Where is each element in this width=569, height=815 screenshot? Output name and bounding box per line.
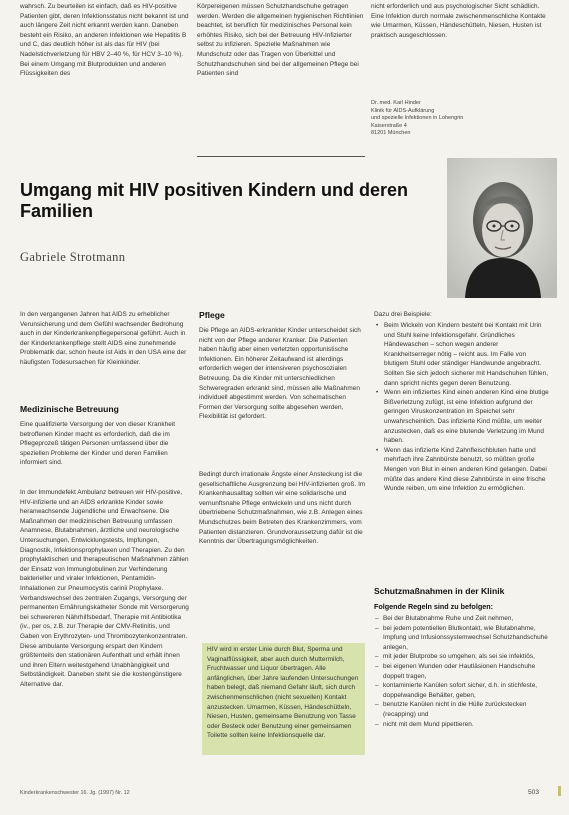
author-photo [447,158,557,298]
list-item: – kontaminierte Kanülen sofort sicher, d.h. in stichfeste, doppelwandige Behälter, geben, [383,681,550,700]
note-line: Dr. med. Karl Hinder [371,100,421,106]
section-heading-protection: Schutzmaßnahmen in der Klinik [374,586,505,596]
list-item: • Wenn ein infiziertes Kind einen anderen Kind eine blutige Bißverletzung zufügt, ist eine Infektion aufgrund der geringen Viruskonzentration im Speichel sehr unwahrscheinlich. Das infizierte Kind müßte, um weiter anzustecken, daß es eine blutende Verletzung im Mund haben. [384,388,550,446]
examples-list [374,321,550,494]
list-item: – nicht mit dem Mund pipettieren. [383,720,550,730]
note-line: und spezielle Infektionen in Lohengrin [371,115,464,121]
list-item: – Bei der Blutabnahme Ruhe und Zeit nehmen, [383,614,550,624]
top-paragraph-2: Körpereigenen müssen Schutzhandschuhe getragen werden. Werden die allgemeinen hygienischen Richtlinien beachtet, ist beruflich für medizinisches Personal kein erhöhtes Risiko, sich bei der Betreuung HIV-Infizierter selbst zu infizieren. Spezielle Maßnahmen wie Mundschutz oder das Tragen von Überkittel und Schutzhandschuhen sind bei der allgemeinen Pflege bei Patienten sind [197,3,364,78]
section-heading-care: Pflege [199,310,225,320]
care-paragraph-1: Die Pflege an AIDS-erkrankter Kinder unterscheidet sich nicht von der Pflege anderer Kranker. Die Patienten haben häufig aber einen verletzten opportunistische Infektionen. Ein höherer Zeitaufwand ist allerdings erforderlich wegen der intensiveren psychosozialen Betreuung. Da die Kinder mit unterschiedlichen Schweregraden erkrankt sind, müssen alle Maßnahmen individuell abgestimmt werden. Von schematischen Formen der Versorgung sollte abgesehen werden, Flexibilität ist gefordert. [199,327,361,421]
note-line: Klinik für AIDS-Aufklärung [371,107,435,114]
intro-paragraph: In den vergangenen Jahren hat AIDS zu erheblicher Verunsicherung und dem Gefühl wachsender Bedrohung auch in der Kinderkrankenpflegepersonal geführt. Auch in der Kinderkrankenpflege stellt AIDS eine zunehmende Problematik dar, schon heute ist Aids in den USA eine der häufigsten Todesursachen für Kleinkinder. [20,311,187,366]
list-item: – benutzte Kanülen nicht in die Hülle zurückstecken (recapping) und [383,700,550,719]
article-title: Umgang mit HIV positiven Kindern und deren Familien [20,180,409,221]
top-column-2 [197,2,365,79]
medical-paragraph-1: Eine qualifizierte Versorgung der von dieser Krankheit betroffenen Kinder macht es erforderlich, daß die im Pflegeprozeß tätigen Personen umfassend über die speziellen Probleme der Kinder und deren Familien informiert sind. [20,421,176,467]
examples-list-wrap [374,321,550,494]
note-line: Kaiserstraße 4 [371,122,407,129]
edge-marker [558,786,561,796]
examples-intro: Dazu drei Beispiele: [374,311,432,318]
rules-list [374,614,550,729]
divider-rule [197,156,365,157]
top-paragraph-3: nicht erforderlich und aus psychologischer Sicht schädlich. Eine Infektion durch normale zwischenmenschliche Kontakte wie Umarmen, Küssen, Händeschütteln, Niesen, Husten ist praktisch ausgeschlossen. [371,3,546,39]
rules-subheading: Folgende Regeln sind zu befolgen: [374,602,493,611]
list-item: – mit jeder Blutprobe so umgehen, als sei sie infektiös, [383,652,550,662]
author-address-note [371,100,521,138]
transmission-info-box [202,643,365,755]
top-paragraph-1: wahrsch. Zu beurteilen ist einfach, daß es HIV-positive Patienten gibt, deren Infektionsstatus nicht bekannt ist und auch längere Zeit nicht erkannt werden kann. Daneben besteht ein Risiko, an anderen Infektionen wie Hepatitis B und C, das deutlich höher ist als das für HIV (bei Nadelstichverletzung für HBV 2–40 %, für HCV 3–10 %). Bei einem Umgang mit Blutprodukten und anderen Flüssigkeiten des [20,3,189,78]
care-paragraph-2: Bedingt durch irrationale Ängste einer Ansteckung ist die gesellschaftliche Ausgrenzung bei HIV-infizierten groß. Im Krankenhausalltag sollten wir eine solidarische und vernunftsnahe Pflege entwickeln und uns nicht durch übertriebene Schutzmaßnahmen, wie z.B. Anlegen eines Mundschutzes beim Betreten des Krankenzimmers, vom Patienten distanzieren. Grundvoraussetzung dafür ist die Kenntnis der Übertragungsmöglichkeiten. [199,471,366,546]
transmission-info-text: HIV wird in erster Linie durch Blut, Sperma und Vaginalflüssigkeit, aber auch durch Muttermilch, Fruchtwasser und Liquor übertragen. Alle anfänglichen, über Jahre laufenden Untersuchungen haben belegt, daß niemand Gefahr läuft, sich durch zwischenmenschlichen (nicht sexuellen) Kontakt anzustecken. Umarmen, Küssen, Händeschütteln, Niesen, Husten, gemeinsame Benutzung von Tasse oder Besteck oder Benutzung einer gemeinsamen Toilette sollten keine Infektionsquelle dar. [207,646,359,740]
rules-list-wrap [374,614,550,729]
article-author: Gabriele Strotmann [20,250,126,264]
list-item: • Wenn das infizierte Kind Zahnfleischbluten hatte und mehrfach ihre Zahnbürste benutzt, so müßten große Mengen von Blut in einen anderen Kind gelangen. Dabei müßte das andere Kind diese Zahnbürste in eine frische Wunde reiben, um eine Infektion zu ermöglichen. [384,446,550,494]
top-column-3 [371,2,547,40]
page-number: 503 [528,789,540,796]
list-item: – bei eigenen Wunden oder Hautläsionen Handschuhe doppelt tragen, [383,662,550,681]
list-item: • Beim Wickeln von Kindern besteht bei Kontakt mit Urin und Stuhl keine Infektionsgefahr. Gründliches Händewaschen – schon wegen anderer Krankheitserreger nötig – reicht aus. Im Falle von blutigem Stuhl oder ständiger Handwunde angebracht. Sollten Sie sich jedoch sicherer mit Handschuhen fühlen, dann spricht nichts gegen deren Benutzung. [384,321,550,388]
note-line: 81201 München [371,130,411,136]
medical-paragraph-2: In der Immundefekt Ambulanz betreuen wir HIV-positive, HIV-infizierte und an AIDS erkrankte Kinder sowie heranwachsende Jugendliche und Erwachsene. Die Maßnahmen der medizinischen Betreuung umfassen Anamnese, Blutabnahmen, ärztliche und neurologische Untersuchungen, Entwicklungstests, Impfungen, Diagnostik, Infektionsprophylaxen und Therapien. Zu den prophylaktischen und therapeutischen Maßnahmen zählen der Einsatz von Immunglobulinen zur Verhinderung bakterieller und viraler Infektionen, Pentamidin-Inhalationen zur Pneumocystis carinii Prophylaxe. Verbandswechsel des zentralen Zugangs, Versorgung der permanenten Ernährungskatheter Sonde mit Versorgerung bei schwereren Nährhilfsbedarf, Therapie mit Antibiotika (iv., per os, z.B. zur Therapie der CMV-Retinitis, und Gaben von Erythrozyten- und Thrombozytenkonzentraten. Diese ambulante Versorgung erspart den Kindern größtenteils den stationären Aufenthalt und erhält ihnen und ihren Eltern weitestgehend Unabhängigkeit und Selbständigkeit. Daneben steht sie die kostengünstigere Alternative dar. [20,489,189,688]
list-item: – bei jedem potentiellen Blutkontakt, wie Blutabnahme, Impfung und Infusionssystemwechsel Schutzhandschuhe anlegen, [383,624,550,653]
section-heading-medical: Medizinische Betreuung [20,404,119,414]
top-column-1 [20,2,190,79]
journal-footer: Kinderkrankenschwester 16. Jg. (1997) Nr. 12 [20,790,130,796]
